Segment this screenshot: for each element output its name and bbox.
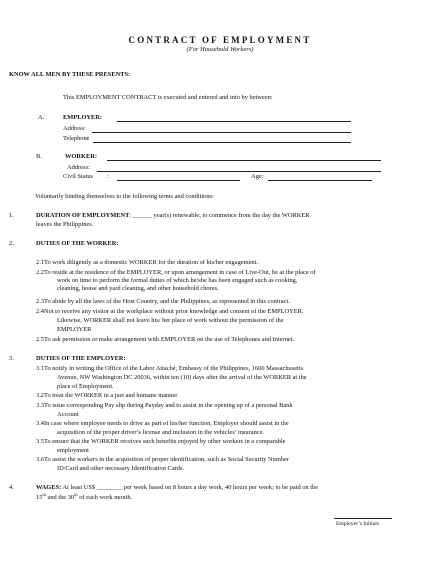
employer-telephone-label: Telephone	[63, 135, 90, 142]
worker-civil-status-colon: :	[107, 173, 109, 180]
document-subtitle: (For Household Workers)	[186, 46, 254, 53]
section3-item-cont: acquisition of the proper driver’s license and inclusion in the vehicles’ insurance.	[57, 429, 265, 436]
section2-item: 2.1To work diligently as a domestic WORKER for the duration of his/her engagement.	[36, 259, 258, 266]
worker-age-label: Age:	[251, 173, 264, 180]
section3-item-cont: employment	[57, 447, 89, 454]
intro-heading: KNOW ALL MEN BY THESE PRESENTS:	[9, 71, 131, 78]
section3-number: 3.	[9, 355, 14, 362]
document-title: CONTRACT OF EMPLOYMENT	[128, 35, 312, 45]
section2-item-cont: cleaning, house and yard cleaning, and other household chores.	[57, 285, 219, 292]
section3-heading: DUTIES OF THE EMPLOYER:	[36, 355, 126, 362]
section3-item: 3.2To treat the WORKER in a just and humane manner	[36, 392, 178, 399]
section2-heading: DUTIES OF THE WORKER:	[36, 240, 119, 247]
employer-initials-label: Employer’s Initials	[336, 521, 379, 527]
section3-item: 3.1To notify in writing the Office of the Labor Attaché, Embassy of the Philippines, 1600 Massachusetts	[36, 365, 304, 372]
section3-item-cont: place of Employment.	[57, 383, 114, 390]
worker-letter: B.	[36, 153, 42, 160]
employer-address-label: Address:	[63, 125, 86, 132]
section3-item: 3.4In case where employee needs to drive as part of his/her function, Employer should assist in the	[36, 420, 289, 427]
section3-item-cont: Account	[57, 411, 79, 418]
section1-line1: DURATION OF EMPLOYMENT: ______ year(s) renewable; to commence from the day the WORKER	[36, 212, 310, 219]
worker-address-line[interactable]	[97, 171, 381, 172]
employer-initials-line[interactable]	[334, 518, 392, 519]
section3-item-cont: ID/Card and other necessary Identification Cards.	[57, 465, 185, 472]
section2-item: 2.5To ask permission or make arrangement with EMPLOYER on the use of Telephones and Internet.	[36, 336, 295, 343]
section2-item-cont: Likewise, WORKER shall not leave his/ her place of work without the permission of the	[57, 317, 284, 324]
section2-item: 2.4Not to receive any visitor at the workplace without prior knowledge and consent of the EMPLOYER.	[36, 308, 304, 315]
section4-number: 4.	[9, 484, 14, 491]
section4-line1: WAGES: At least US$ ________ per week based on 8 hours a day work, 40 hours per week; to be paid on the	[36, 484, 319, 491]
employer-name-line[interactable]	[117, 121, 351, 122]
section1-number: 1.	[9, 212, 14, 219]
binding-statement: Voluntarily binding themselves to the following terms and conditions:	[35, 193, 214, 200]
worker-name-line[interactable]	[107, 160, 381, 161]
employer-label: EMPLOYER:	[63, 114, 103, 121]
worker-civil-status-label: Civil Status	[63, 173, 94, 180]
section3-item-cont: Avenue, NW Washington DC 20036, within ten (10) days after the arrival of the WORKER at the	[57, 374, 307, 381]
employer-address-line[interactable]	[92, 132, 351, 133]
worker-address-label: Address:	[67, 164, 90, 171]
worker-label: WORKER:	[65, 153, 97, 160]
section1-line2: leaves the Philippines.	[36, 221, 94, 228]
section2-item-cont: work on time to perform the formal duties of which he/she has been engaged such as cooking,	[57, 277, 298, 284]
worker-civil-status-line[interactable]	[117, 180, 240, 181]
section4-line2: 15th and the 30th of each work month.	[36, 492, 133, 501]
worker-age-line[interactable]	[268, 180, 372, 181]
section2-item: 2.2To reside at the residence of the EMPLOYER, or upon arrangement in case of Live-Out, be at the place of	[36, 269, 316, 276]
section3-item: 3.5To ensure that the WORKER receives such benefits enjoyed by other workers in a comparable	[36, 438, 286, 445]
section3-item: 3.3To issue corresponding Pay slip during Payday and to assist in the opening up of a personal Bank	[36, 402, 293, 409]
employer-letter: A.	[38, 114, 45, 121]
section2-item-cont: EMPLOYER	[57, 326, 92, 333]
section3-item: 3.6To assist the workers in the acquisition of proper identification, such as Social Security Number	[36, 456, 289, 463]
section2-item: 2.3To abide by all the laws of the Host Country, and the Philippines, as represented in this contract.	[36, 298, 290, 305]
intro-statement: This EMPLOYMENT CONTRACT is executed and entered and into by between:	[63, 94, 273, 101]
employer-telephone-line[interactable]	[93, 142, 351, 143]
section2-number: 2.	[9, 240, 14, 247]
